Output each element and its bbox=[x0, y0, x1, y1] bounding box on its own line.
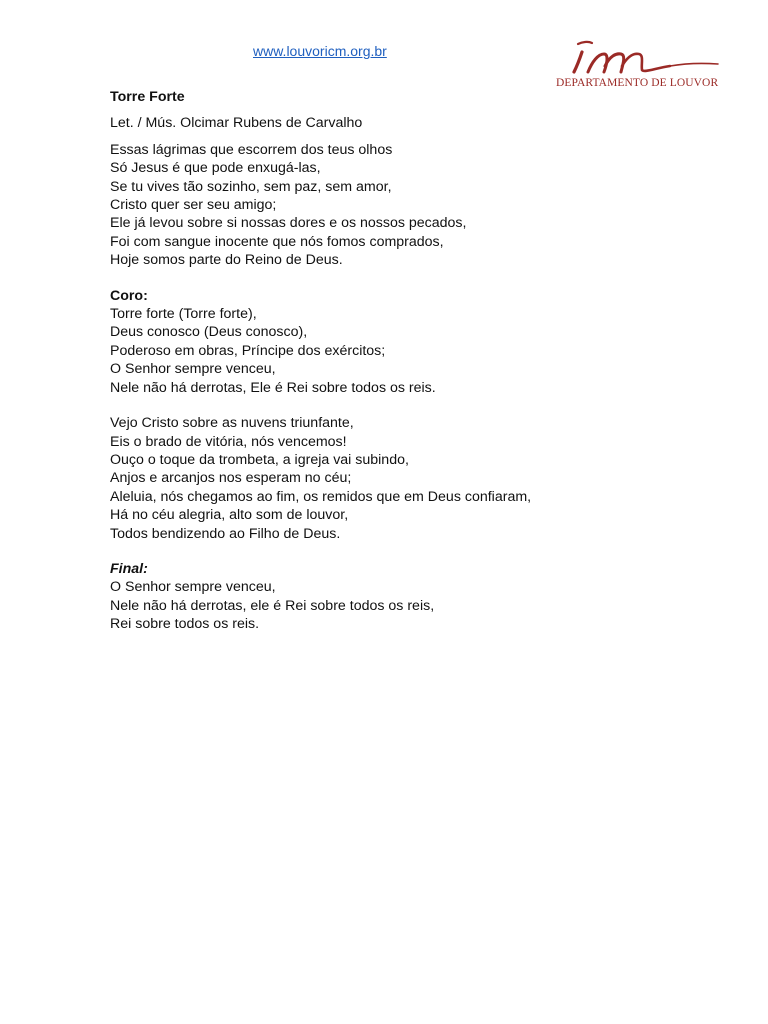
lyric-line: Foi com sangue inocente que nós fomos comprados, bbox=[110, 233, 444, 250]
im-monogram-icon bbox=[552, 36, 724, 76]
lyric-line: Torre forte (Torre forte), bbox=[110, 306, 257, 323]
lyric-line: Vejo Cristo sobre as nuvens triunfante, bbox=[110, 415, 354, 432]
lyric-line: Hoje somos parte do Reino de Deus. bbox=[110, 252, 343, 269]
lyric-line: Nele não há derrotas, Ele é Rei sobre todos os reis. bbox=[110, 379, 436, 396]
verse-2 bbox=[110, 414, 710, 543]
lyric-line: Só Jesus é que pode enxugá-las, bbox=[110, 160, 321, 177]
lyric-line: Há no céu alegria, alto som de louvor, bbox=[110, 507, 349, 524]
final-heading: Final: bbox=[110, 560, 148, 577]
lyrics-document bbox=[110, 88, 710, 634]
lyric-line: Ele já levou sobre si nossas dores e os nossos pecados, bbox=[110, 215, 467, 232]
lyric-line: Ouço o toque da trombeta, a igreja vai subindo, bbox=[110, 451, 409, 468]
lyric-line: Rei sobre todos os reis. bbox=[110, 616, 260, 633]
chorus-heading: Coro: bbox=[110, 287, 148, 304]
final bbox=[110, 560, 710, 634]
chorus bbox=[110, 287, 710, 397]
lyric-line: Se tu vives tão sozinho, sem paz, sem amor, bbox=[110, 178, 392, 195]
department-logo bbox=[552, 36, 724, 92]
verse-1 bbox=[110, 141, 710, 270]
lyric-line: Nele não há derrotas, ele é Rei sobre todos os reis, bbox=[110, 597, 435, 614]
logo-caption: DEPARTAMENTO DE LOUVOR bbox=[556, 77, 719, 89]
lyric-line: Deus conosco (Deus conosco), bbox=[110, 324, 308, 341]
website-link[interactable]: www.louvoricm.org.br bbox=[253, 43, 387, 59]
lyric-line: Anjos e arcanjos nos esperam no céu; bbox=[110, 470, 352, 487]
song-title: Torre Forte bbox=[110, 89, 185, 105]
lyric-line: Cristo quer ser seu amigo; bbox=[110, 197, 277, 214]
lyric-line: Eis o brado de vitória, nós vencemos! bbox=[110, 433, 347, 450]
lyric-line: Aleluia, nós chegamos ao fim, os remidos que em Deus confiaram, bbox=[110, 488, 532, 505]
lyric-line: O Senhor sempre venceu, bbox=[110, 579, 276, 596]
lyric-line: O Senhor sempre venceu, bbox=[110, 361, 276, 378]
lyric-line: Todos bendizendo ao Filho de Deus. bbox=[110, 525, 341, 542]
lyric-line: Essas lágrimas que escorrem dos teus olhos bbox=[110, 141, 393, 158]
lyric-line: Poderoso em obras, Príncipe dos exércitos; bbox=[110, 342, 386, 359]
song-credits: Let. / Mús. Olcimar Rubens de Carvalho bbox=[110, 115, 363, 132]
